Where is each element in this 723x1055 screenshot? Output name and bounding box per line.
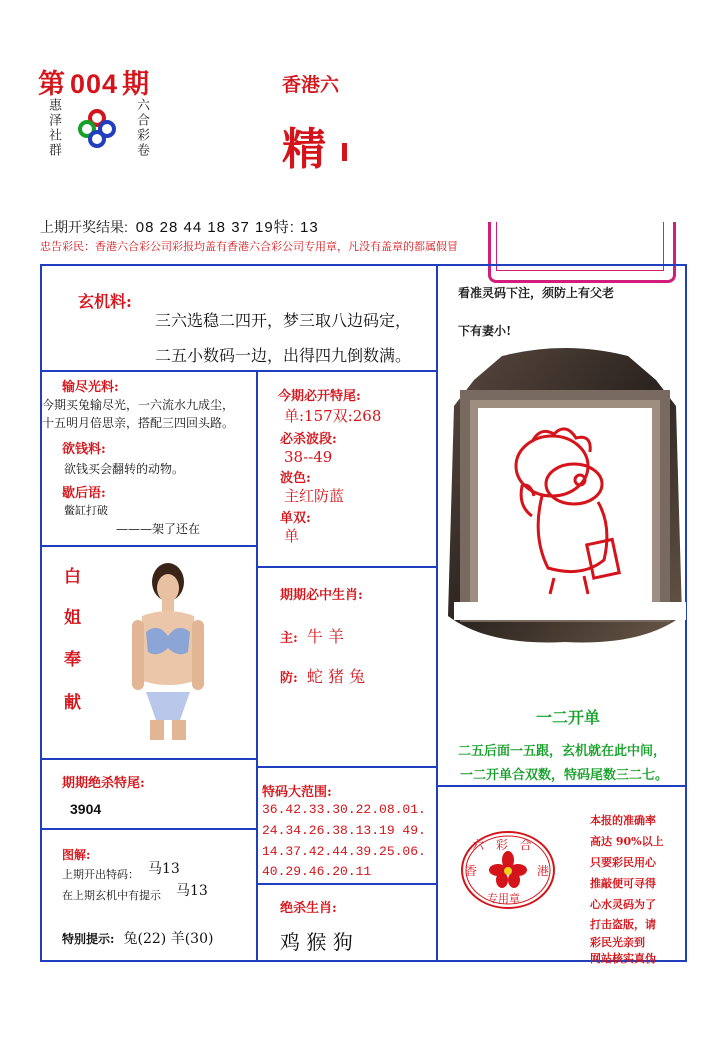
tewei-value: 单:157双:268 <box>284 407 382 425</box>
bose-title: 波色: <box>280 471 311 486</box>
yuqian-text: 欲钱买会翻转的动物。 <box>64 462 185 476</box>
special-tip-value: 兔(22) 羊(30) <box>123 931 214 947</box>
tujie-line2-value: 马13 <box>176 883 208 899</box>
big-char-bar <box>342 143 347 161</box>
xuanji-line1: 三六选稳二四开，梦三取八边码定， <box>155 311 412 330</box>
tip-line1: 看准灵码下注，须防上有父老 <box>458 286 615 300</box>
issue-number: 004 <box>70 69 119 99</box>
xiehouyu-title: 歇后语: <box>62 486 106 501</box>
panel-line-b: 一二开单合双数，特码尾数三二七。 <box>460 768 669 783</box>
tip-line2: 下有妻小! <box>458 324 512 338</box>
danshuang-value: 单 <box>284 527 300 545</box>
danshuang-title: 单双: <box>280 511 311 526</box>
tema-row-1: 36.42.33.30.22.08.01. <box>262 802 426 817</box>
yuqian-title: 欲钱料: <box>62 442 106 457</box>
baijie-char-4: 献 <box>64 693 81 713</box>
seal-top: 六 彩 合 <box>472 838 536 852</box>
boduan-title: 必杀波段: <box>280 432 337 447</box>
shengxiao-fang-value: 蛇 猪 兔 <box>306 667 366 686</box>
note-line-2: 高达 90%以上 <box>590 835 664 848</box>
tema-row-2: 24.34.26.38.13.19 49. <box>262 823 426 838</box>
tujie-line1-value: 马13 <box>148 861 180 877</box>
shengxiao-main-value: 牛 羊 <box>306 627 344 646</box>
note-line-1: 本报的准确率 <box>590 814 656 827</box>
tujie-line1-label: 上期开出特码： <box>62 868 139 881</box>
jueshashengxiao-value: 鸡 猴 狗 <box>280 930 353 954</box>
seal-left: 香 <box>465 864 478 878</box>
special-tip <box>62 928 213 948</box>
kaidan-text: 一二开单 <box>536 708 601 727</box>
tema-title: 特码大范围: <box>262 785 332 800</box>
shuying-line2: 十五明月倍思亲，搭配三四回头路。 <box>42 416 235 430</box>
shengxiao-title: 期期必中生肖: <box>280 588 363 603</box>
big-char: 精 <box>282 124 326 175</box>
tema-row-3: 14.37.42.44.39.25.06. <box>262 844 426 859</box>
xiehouyu-text2: ———架了还在 <box>116 522 201 536</box>
frame-mask <box>454 602 686 620</box>
baijie-char-1: 白 <box>64 567 81 587</box>
issue-suffix: 期 <box>122 69 151 100</box>
note-line-4: 推敲便可寻得 <box>590 877 656 890</box>
baijie-char-2: 姐 <box>64 608 81 628</box>
note-line-3: 只要彩民用心 <box>590 856 656 869</box>
boduan-value: 38--49 <box>284 448 333 466</box>
jueshashengxiao-title: 绝杀生肖: <box>280 901 337 916</box>
shengxiao-main-label: 主: <box>280 631 298 646</box>
panel-line-a: 二五后面一五跟，玄机就在此中间， <box>458 744 667 759</box>
issue-prefix: 第 <box>38 69 66 100</box>
seal-right: 港 <box>537 864 550 878</box>
xuanji-line2: 二五小数码一边，出得四九倒数满。 <box>155 346 412 365</box>
special-tip-label: 特别提示: <box>62 932 115 946</box>
seal-bottom: 专用章 <box>487 892 520 905</box>
baijie-char-3: 奉 <box>64 650 81 670</box>
right-vertical-label: 六合彩卷 <box>134 98 149 158</box>
note-line-7: 彩民光亲到 <box>590 936 645 949</box>
last-result <box>40 216 319 237</box>
note-line-5: 心水灵码为了 <box>590 898 656 911</box>
logo-icon <box>78 108 116 148</box>
model-photo <box>118 560 214 740</box>
tema-row-4: 40.29.46.20.11 <box>262 864 372 879</box>
note-line-8: 网站核实真伪 <box>590 952 656 965</box>
xuanji-title: 玄机料: <box>78 292 132 311</box>
tewei-title: 今期必开特尾: <box>278 389 361 404</box>
warning-text: 忠告彩民：香港六合彩公司彩报均盖有香港六合彩公司专用章，凡没有盖章的都属假冒 <box>40 241 458 253</box>
xiehouyu-text1: 鳖缸打破 <box>64 504 108 517</box>
hk-label: 香港六 <box>282 74 340 96</box>
last-result-numbers: 08 28 44 18 37 19特: 13 <box>135 219 319 236</box>
jueshawei-title: 期期绝杀特尾: <box>62 776 145 791</box>
shengxiao-fang <box>280 664 365 687</box>
shengxiao-main <box>280 624 344 647</box>
tujie-title: 图解: <box>62 848 91 862</box>
issue-title <box>38 62 150 101</box>
bose-value: 主红防蓝 <box>284 487 345 505</box>
note-line-6: 打击盗版，请 <box>590 918 656 931</box>
shuying-line1: 今期买兔输尽光，一六流水九成尘， <box>42 398 235 412</box>
tujie-line2-label: 在上期玄机中有提示 <box>62 889 161 902</box>
shuying-title: 输尽光料: <box>62 380 119 395</box>
jueshawei-value: 3904 <box>70 801 102 817</box>
shengxiao-fang-label: 防: <box>280 671 298 686</box>
last-result-label: 上期开奖结果: <box>40 219 128 235</box>
left-vertical-label: 惠泽社群 <box>46 98 61 158</box>
